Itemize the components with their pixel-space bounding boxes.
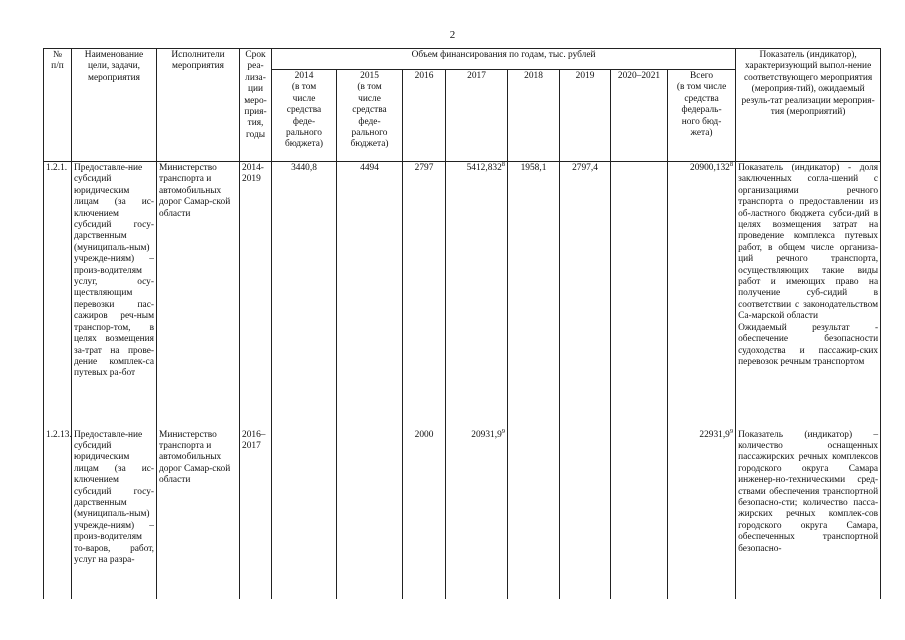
col-header-financing: Объем финансирования по годам, тыс. рублей — [272, 49, 736, 70]
row-2015 — [337, 429, 403, 599]
row-indicator — [736, 429, 881, 599]
row-2017-footnote: 9 — [501, 427, 505, 435]
col-header-2015: 2015 (в том числе средства феде- рального бюджета) — [337, 70, 403, 162]
row-num: 1.2.13. — [44, 429, 72, 599]
row-2017-value: 5412,832 — [466, 163, 502, 173]
col-header-2019: 2019 — [560, 70, 611, 162]
row-executors: Министерство транспорта и автомобильных дорог Самар-ской области — [157, 162, 240, 429]
row-indicator-text: Показатель (индикатор) - доля заключенных согла-шений с организациями речного транспорта о предоставлении из об-ластного бюджета субси-дий в целях возмещения затрат на проведение комплекса путевых работ, в общем числе организа-ций речного транспорта, осуществляющих такие виды работ и имеющих право на получение суб-сидий в соответствии с законодательством Са-марской области — [738, 163, 879, 322]
row-name: Предоставле-ние субсидий юридическим лицам (за ис-ключением субсидий госу-дарственным (муниципаль-ным) учрежде-ниям) – произ-водителям услуг, осу-ществляющим перевозки пас-сажиров реч-ным транспор-том, в целях возмещения за-трат на прове-дение комплек-са путевых ра-бот — [72, 162, 157, 429]
row-2017 — [446, 429, 508, 599]
row-2020-2021 — [611, 162, 668, 429]
table-row — [44, 162, 881, 429]
row-total-footnote: 9 — [729, 427, 734, 435]
row-indicator — [736, 162, 881, 429]
col-header-2014: 2014 (в том числе средства феде- рального бюджета) — [272, 70, 337, 162]
col-header-name: Наименование цели, задачи, мероприятия — [72, 49, 157, 162]
row-executors: Министерство транспорта и автомобильных дорог Самар-ской области — [157, 429, 240, 599]
row-2020-2021 — [611, 429, 668, 599]
col-header-num: № п/п — [44, 49, 72, 162]
row-2018 — [508, 429, 560, 599]
row-2017-footnote: 8 — [501, 160, 505, 168]
row-2016: 2797 — [403, 162, 446, 429]
col-header-2017: 2017 — [446, 70, 508, 162]
col-header-total: Всего (в том числе средства федераль- ного бюд- жета) — [668, 70, 736, 162]
row-term: 2014- 2019 — [240, 162, 272, 429]
row-total-value: 22931,9 — [699, 429, 730, 440]
row-2019 — [560, 429, 611, 599]
row-expected-result: Ожидаемый результат - обеспечение безопасности судоходства и пассажир-ских перевозок речным транспортом — [738, 322, 879, 367]
col-header-executors: Исполнители мероприятия — [157, 49, 240, 162]
col-header-2016: 2016 — [403, 70, 446, 162]
row-2015: 4494 — [337, 162, 403, 429]
col-header-2020-2021: 2020–2021 — [611, 70, 668, 162]
row-2016: 2000 — [403, 429, 446, 599]
col-header-2018: 2018 — [508, 70, 560, 162]
row-2017-value: 20931,9 — [471, 429, 502, 440]
row-2014 — [272, 429, 337, 599]
table-row — [44, 429, 881, 599]
row-num: 1.2.1. — [44, 162, 72, 429]
row-term: 2016– 2017 — [240, 429, 272, 599]
col-header-term: Срок реа- лиза- ции меро- прия- тия, годы — [240, 49, 272, 162]
row-indicator-text: Показатель (индикатор) – количество оснащенных пассажирских речных комплексов городского округа Самара инженер-но-техническими сред-ствами обеспечения транспортной безопасно-сти; количество пасса-жирских речных комплек-сов городского округа Самара, обеспеченных транспортной безопасно- — [738, 429, 879, 554]
row-2018: 1958,1 — [508, 162, 560, 429]
row-total-footnote: 8 — [729, 160, 734, 168]
row-total-value: 20900,132 — [690, 163, 730, 173]
page-number: 2 — [449, 29, 456, 41]
row-2014: 3440,8 — [272, 162, 337, 429]
col-header-indicator: Показатель (индикатор), характеризующий выпол-нение соответствующего мероприятия (мероприя-тий), ожидаемый резуль-тат реализации мероприя-тия (мероприятий) — [736, 49, 881, 162]
row-name: Предоставле-ние субсидий юридическим лицам (за ис-ключением субсидий госу-дарственным (муниципаль-ным) учрежде-ниям) – произ-водителям то-варов, работ, услуг на разра- — [72, 429, 157, 599]
row-2017 — [446, 162, 508, 429]
row-total — [668, 162, 736, 429]
program-table — [43, 48, 881, 599]
row-total — [668, 429, 736, 599]
row-2019: 2797,4 — [560, 162, 611, 429]
